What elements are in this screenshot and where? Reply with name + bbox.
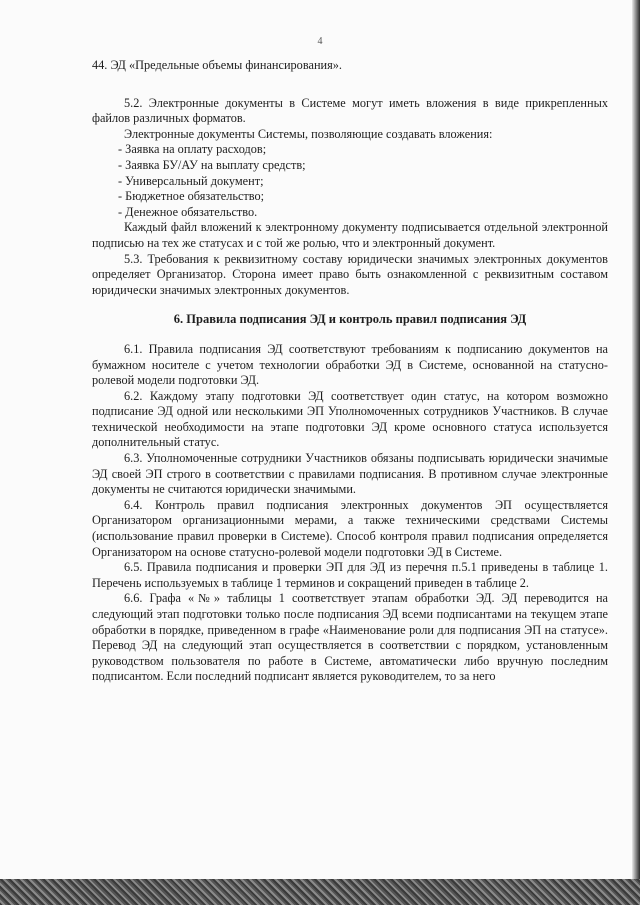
paragraph-5-2-tail: Каждый файл вложений к электронному документу подписывается отдельной электронной подписью на тех же статусах и с той же ролью, что и электронный документ. [92,220,608,250]
scan-edge-right [632,0,640,905]
paragraph-5-2: 5.2. Электронные документы в Системе могут иметь вложения в виде прикрепленных файлов различных форматов. [92,95,608,126]
scan-edge-bottom [0,879,640,905]
paragraph-6-3: 6.3. Уполномоченные сотрудники Участников обязаны подписывать юридически значимые ЭД своей ЭП строго в соответствии с правилами подписания. В противном случае электронные документы не считаются юридически значимыми. [92,451,608,497]
list-item: - Универсальный документ; [118,173,264,188]
attachments-list [92,142,608,220]
list-item: - Заявка на оплату расходов; [118,142,267,157]
attachments-list-intro: Электронные документы Системы, позволяющие создавать вложения: [124,126,493,141]
page-number: 4 [317,36,323,47]
list-item: - Бюджетное обязательство; [118,189,265,204]
paragraph-6-6: 6.6. Графа «№» таблицы 1 соответствует этапам обработки ЭД. ЭД переводится на следующий этап подготовки только после подписания ЭД всеми подписантами на текущем этапе обработки в порядке, приведенном в графе «Наименование роли для подписания ЭП на статусе». Перевод ЭД на следующий этап осуществляется в соответствии с порядком, установленным руководством пользователя по работе в Системе, автоматически либо вручную последним подписантом. Если последний подписант является руководителем, то за него [92,591,608,684]
paragraph-5-3: 5.3. Требования к реквизитному составу юридически значимых электронных документов определяет Организатор. Сторона имеет право быть ознакомленной с реквизитным составом юридически значимых электронных документов. [92,251,608,297]
paragraph-6-5: 6.5. Правила подписания и проверки ЭП для ЭД из перечня п.5.1 приведены в таблице 1. Перечень используемых в таблице 1 терминов и сокращений приведен в таблице 2. [92,560,608,590]
paragraph-6-1: 6.1. Правила подписания ЭД соответствуют требованиям к подписанию документов на бумажном носителе с учетом технологии обработки ЭД в Системе, основанной на статусно-ролевой модели подготовки ЭД. [92,341,608,388]
list-item-44: 44. ЭД «Предельные объемы финансирования». [92,58,342,72]
list-item: - Денежное обязательство. [118,204,258,219]
list-item: - Заявка БУ/АУ на выплату средств; [118,157,306,172]
section-6-heading: 6. Правила подписания ЭД и контроль правил подписания ЭД [173,312,527,327]
document-body [92,58,608,685]
paragraph-6-2: 6.2. Каждому этапу подготовки ЭД соответствует один статус, на котором возможно подписание ЭД одной или несколькими ЭП Уполномоченных сотрудников Участников. В случае технической необходимости на этапе подготовки ЭД кроме основного статуса используется дополнительный статус. [92,388,608,450]
paragraph-6-4: 6.4. Контроль правил подписания электронных документов ЭП осуществляется Организатором организационными мерами, а также техническими средствами Системы (использование правил проверки в Системе). Способ контроля правил подписания определяется Организатором на основе статусно-ролевой модели подготовки ЭД в Системе. [92,497,608,559]
